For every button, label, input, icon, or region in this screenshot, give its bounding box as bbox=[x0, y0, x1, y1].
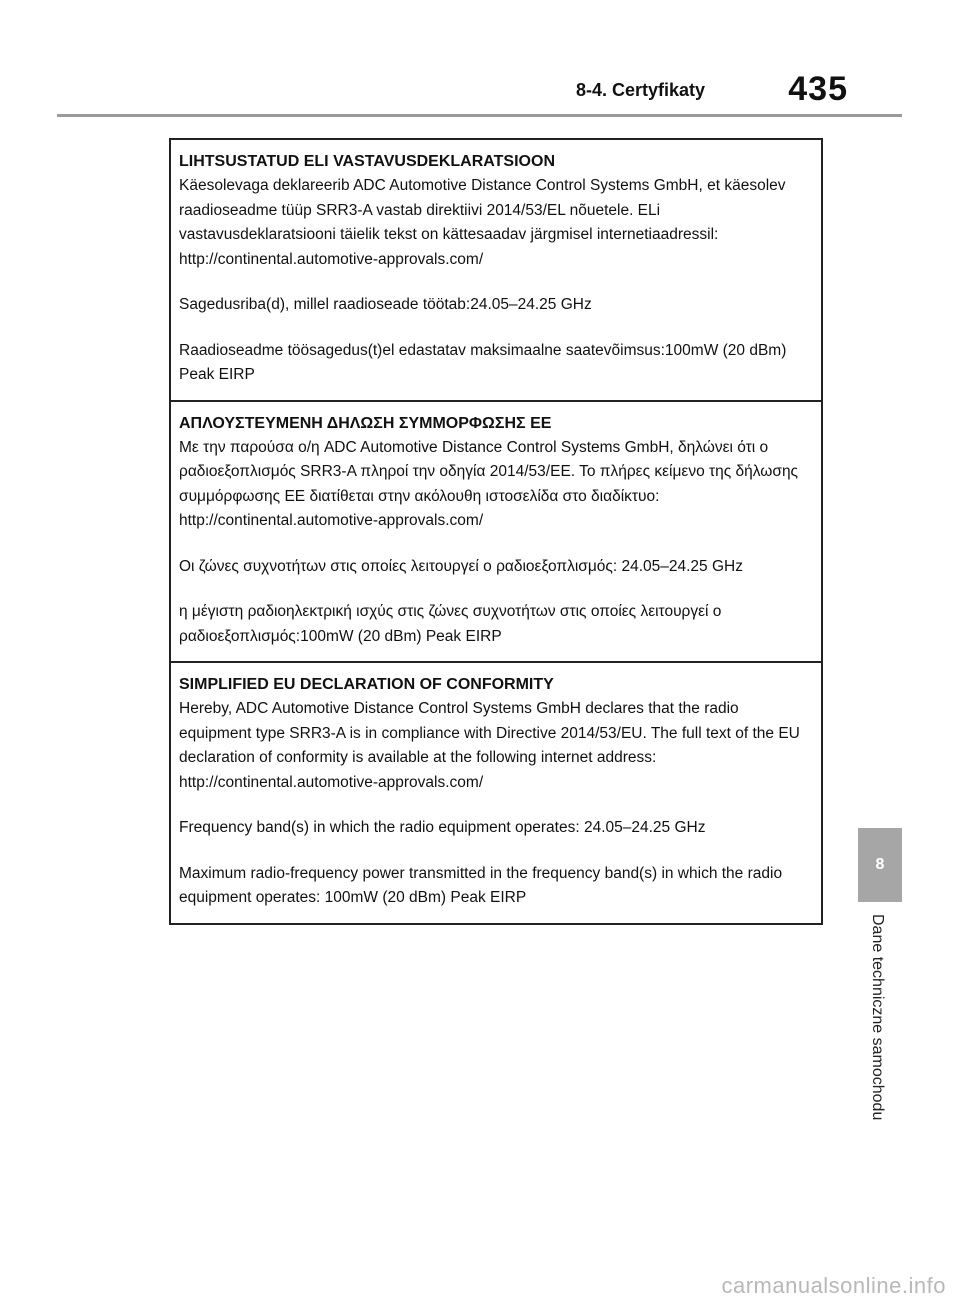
declaration-body: Με την παρούσα ο/η ADC Automotive Distance Control Systems GmbH, δηλώνει ότι ο ραδιοεξοπλισμός SRR3-A πληροί την οδηγία 2014/53/ΕΕ. Το πλήρες κείμενο της δήλωσης συμμόρφωσης ΕΕ διατίθεται στην ακόλουθη ιστοσελίδα στο διαδίκτυο: bbox=[179, 438, 799, 505]
declaration-body: Hereby, ADC Automotive Distance Control Systems GmbH declares that the radio equipment type SRR3-A is in compliance with Directive 2014/53/EU. The full text of the EU declaration of conformity is available at the following internet address: bbox=[179, 700, 800, 766]
declaration-url: http://continental.automotive-approvals.com/ bbox=[179, 773, 484, 791]
declaration-body: Käesolevaga deklareerib ADC Automotive Distance Control Systems GmbH, et käesolev raadioseadme tüüp SRR3-A vastab direktiivi 2014/53/EL nõuetele. ELi vastavusdeklaratsiooni täielik tekst on kättesaadav järgmisel internetiaadressil: bbox=[179, 177, 786, 243]
page-number: 435 bbox=[788, 70, 848, 108]
chapter-tab: 8 bbox=[858, 828, 902, 902]
section-heading: 8-4. Certyfikaty bbox=[575, 80, 705, 100]
declaration-url: http://continental.automotive-approvals.com/ bbox=[179, 512, 484, 529]
header-divider bbox=[57, 114, 902, 117]
declaration-title: LIHTSUSTATUD ELI VASTAVUSDEKLARATSIOON bbox=[179, 153, 555, 170]
frequency-band-text: Οι ζώνες συχνοτήτων στις οποίες λειτουργεί ο ραδιοεξοπλισμός: 24.05–24.25 GHz bbox=[179, 557, 743, 575]
max-power-text: η μέγιστη ραδιοηλεκτρική ισχύς στις ζώνες συχνοτήτων στις οποίες λειτουργεί ο ραδιοεξοπλισμός:100mW (20 dBm) Peak EIRP bbox=[179, 603, 722, 645]
declaration-title: ΑΠΛΟΥΣΤΕΥΜΕΝΗ ΔΗΛΩΣΗ ΣΥΜΜΟΡΦΩΣΗΣ ΕΕ bbox=[179, 414, 552, 432]
declaration-english bbox=[171, 661, 821, 923]
chapter-label: Dane techniczne samochodu bbox=[869, 914, 886, 1121]
declaration-title: SIMPLIFIED EU DECLARATION OF CONFORMITY bbox=[179, 676, 554, 693]
frequency-band-text: Frequency band(s) in which the radio equipment operates: 24.05–24.25 GHz bbox=[179, 819, 706, 836]
declaration-greek bbox=[171, 400, 821, 662]
declarations-box bbox=[169, 138, 823, 925]
max-power-text: Maximum radio-frequency power transmitted in the frequency band(s) in which the radio equipment operates: 100mW (20 dBm) Peak EIRP bbox=[179, 864, 783, 906]
frequency-band-text: Sagedusriba(d), millel raadioseade töötab:24.05–24.25 GHz bbox=[179, 296, 592, 313]
max-power-text: Raadioseadme töösagedus(t)el edastatav maksimaalne saatevõimsus:100mW (20 dBm) Peak EIRP bbox=[179, 341, 787, 383]
declaration-url: http://continental.automotive-approvals.com/ bbox=[179, 250, 484, 268]
watermark: carmanualsonline.info bbox=[721, 1273, 946, 1298]
declaration-estonian bbox=[171, 140, 821, 400]
